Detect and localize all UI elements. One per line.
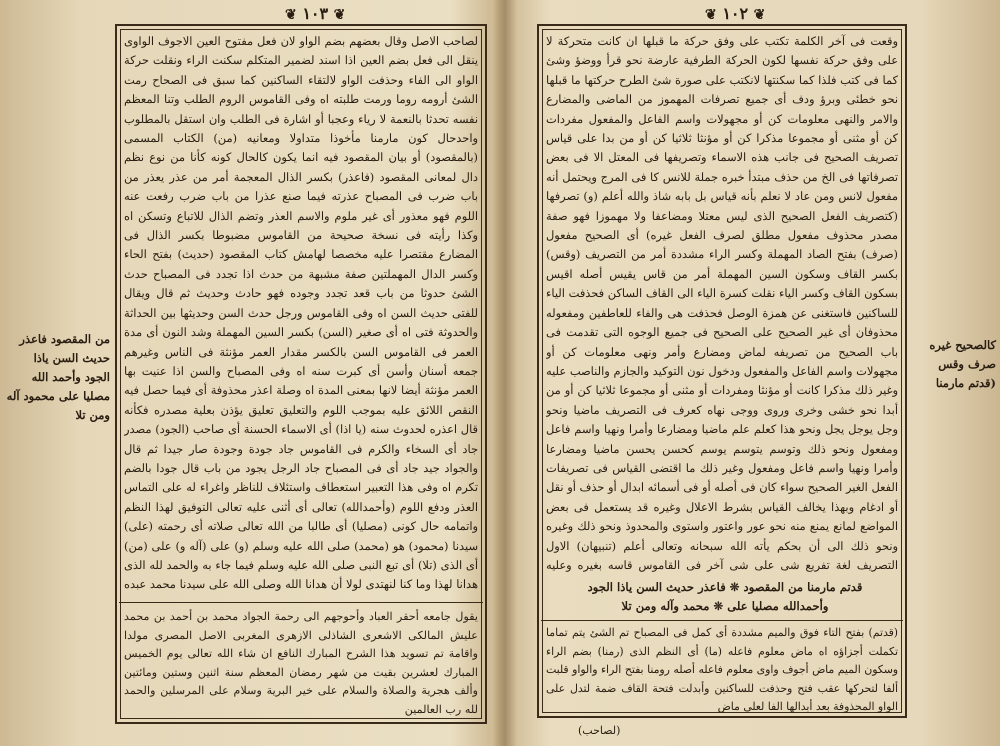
left-page-body — [124, 32, 478, 594]
right-page-body — [546, 32, 898, 572]
catchword-text: (لصاحب) — [578, 724, 621, 737]
left-page-number: ❦ ۱۰۳ ❦ — [285, 4, 346, 23]
verse-line-2: وأحمدالله مصليا على ❊ محمد وآله ومن تلا — [621, 599, 829, 613]
right-margin-note-text: كالصحيح غيره صرف وقس (قدتم مارمنا — [929, 338, 996, 390]
right-margin-note — [910, 336, 996, 393]
right-footnotes — [546, 624, 898, 714]
book-gutter — [493, 0, 517, 746]
left-body-text: لصاحب الاصل وقال بعضهم بضم الواو لان فعل مفتوح العين الاجوف الواوى ينقل الى فعل بضم العين اذا اسند لضمير المتكلم سكنت الراء ونقلت حركة الواو الى الفاء وحذفت الواو لالتقاء الساكنين كما سبق فى الصحاح رمت الشئ أرومه روما ورمت طلبته اه وفى القاموس الروم الطلب وتنا المعظم نفسه تحدثا بالنعمة لا رياء وعجبا أو اشارة فى الطلب وان استقل بالمطلوب واحدحال كون مارمنا مأخوذا متداولا ومعانيه (من) الكتاب المسمى (بالمقصود) أو بيان المقصود فيه انما يكون كالحال كونه كأنا من نوع نظم دال لمعانى المقصود (فاعذر) بكسر الذال المعجمة أمر من عذر يعذر من باب ضرب فى المصباح عذرته فيما صنع عذرا من باب ضرب رفعت عنه اللوم فهو معذور أى غير ملوم والاسم العذر وتضم الذال للاتباع وتسكن اه وكذا رأيته فى نسخة صحيحة من القاموس مضبوطا بكسر الذال فى المضارع مقتصرا عليه مخصصا لهامش كتاب المقصود (حديث) بفتح الحاء وكسر الدال المهملتين صفة مشبهة من حدث اذا تجدد فى المصباح حدث الشئ حدوثا من باب قعد تجدد وجوده فهو حادث وحديث ثم قال ويقال للفتى حديث السن اه وفى القاموس ورجل حدث السن وحديثها بين الحداثة والحدوثة فتى اه أى صغير (السن) بكسر السين المهملة وشد النون أى مدة العمر فى القاموس السن بالكسر مقدار العمر مؤنثة فى الناس وغيرهم جمعه أسنان وأسن أى كبرت سنه اه وفى المصباح والسن اذا عنيت بها العمر مؤنثة أيضا لانها بمعنى المدة اه وصلة اعذر محذوفة أى فيما حصل فيه النقص اللائق عليه بموجب اللوم والتعليق تعليق يؤذن بعلية مصدره فكأنه قال اعذره لحدوث سنه (يا اذا) أى الاسماء الحسنة أى صاحب (الجود) مصدر جاد أى السخاء والكرم فى القاموس جاد جودة وجودة صار جيدا ثم قال والجواد جيد جاد أى فى المصباح جاد الرجل يجود من باب قال جودا بالضم تكرم اه وفى هذا التعبير استعطاف واستئلاف للناظر واغراء له على التماس العذر ودفع اللوم (وأحمدالله) تعالى أى أثنى عليه تعالى التوفيق لهذا النظم واتمامه حال كونى (مصليا) أى طالبا من الله تعالى صلاته أى رحمته (على) سيدنا (محمود) هو (محمد) صلى الله عليه وسلم (و) على (آله و) على (من) أى الذى (تلا) أى تبع النبى صلى الله عليه وسلم فيما جاء به والحمد لله الذى هدانا لهذا وما كنا لنهتدى لولا أن هدانا الله وصلى الله على سيدنا محمد عبده — [124, 34, 478, 592]
colophon-text: يقول جامعه أحقر العباد وأحوجهم الى رحمة الجواد محمد بن أحمد بن محمد عليش المالكى الاشعرى الشاذلى الازهرى المغربى الاصل المصرى مولدا واقامة تم تسويد هذا الشرح المبارك النافع ان شاء الله تعالى يوم الخميس المبارك لعشرين بقيت من شهر رمضان المعظم سنة اثنين وستين ومائتين وألف هجرية والصلاة والسلام على خير البرية وسلام على المرسلين والحمد لله رب العالمين — [124, 610, 478, 716]
right-page-number: ❦ ۱۰۲ ❦ — [705, 4, 766, 23]
verse-block — [560, 578, 890, 616]
left-margin-note — [6, 330, 110, 425]
catchword — [578, 724, 620, 737]
right-separator — [541, 620, 903, 621]
verse-line-1: قدتم مارمنا من المقصود ❊ فاعذر حديث السن ياذا الجود — [587, 580, 863, 594]
right-body-text: وقعت فى آخر الكلمة تكتب على وفق حركة ما قبلها ان كانت متحركة لا على وفق حركة نفسها لكون الحركة الطرفية عارضة نحو قرأ ووضؤ وشئ كما فى كتب فلذا كما سكنتها لانكتب على صورة شئ الطرح حركتها ما قبلها نحو خطئى وبرؤ ودف أى جميع تصرفات المهموز من الماضى والمضارع والامر والنهى معلومات كن أو مجهولات واسم الفاعل والمفعول مفردات كن أو مثنى أو مجموعا مذكرا كن أو مؤنثا ثلاثيا كن أو من بدا على قياس تصريف الصحيح فى جانب هذه الاسماء وتصريفها فى المعتل الا فى بعض تصرفاتها فى الخ من حذف مبتدأ خبره جملة للانس كا فى المرج ويحتمل أنه مفعول لانس ومن عاد لا نعلم بأنه قياس بل بابه شاذ والله أعلم (و) تصرفها (كتصريف الفعل الصحيح الذى ليس معتلا ومضاعفا ولا مهموزا فهو صفة مصدر محذوف مفعول مطلق لصرف الفعل غيره) أى الصحيح مفعول (صرف) بفتح الصاد المهملة وكسر الراء مشددة أمر من التصريف (وقس) بكسر القاف وسكون السين المهملة أمر من قاس يقيس أصله اقيس بسكون القاف وكسر الياء نقلت كسرة الياء الى القاف الساكن فحذفت الياء للساكنين فاستغنى عن همزة الوصل فحذفت هى والفاء للعاطفين ومفعوله محذوفان أى غير الصحيح على الصحيح فى جميع الوجوه التى تقدمت فى باب الصحيح من تصريفه لماض ومضارع وأمر ونهى معلومات كن أو مجهولات واسم الفاعل والمفعول ودخول نون التوكيد والجازم والناصب عليه وغير ذلك مذكرا كانت أو مؤنثا ومفردات أو مثنى أو مجموعا ثلاثيا كن أو من أبدا نحو خشى وخرى وروى ووجى نهاه كعرف فى التصريف ماضيا ونحو وجل يوجل يجل ونحو هذا كعلم علم ماضيا ومضارعا وأمرا ونهيا واسم فاعل ومفعول ونحو ذلك وتوسم يتوسم يوسم كحسن يحسن ماضيا ومضارعا وأمرا ونهيا واسم فاعل ومفعول وغير ذلك ما اقتضى القياس فى تصريفات الفعل الغير الصحيح سواء كان فى أصله أو فى أسمائه ابدال أو حذف أو نقل أو ادغام وبهذا يخالف القياس بشرط الاعلال وغيره قد يستعمل فى بعض المواضع لمانع يمنع منه نحو عور واعتور واستوى والمحدوذ ونحو ذلك وغيره ونحو ذلك الى أن بحكم يأته الله سبحانه وتعالى أعلم (تنبيهان) الاول التصريف لغة تفريع شى على شى آخر فى القاموس قاسه بغيره وعليه — [546, 34, 898, 572]
left-margin-note-text: من المقصود فاعذر حديث السن ياذا الجود وأحمد الله مصليا على محمود آله ومن تلا — [6, 332, 110, 422]
colophon — [124, 608, 478, 718]
left-separator — [119, 602, 483, 603]
footnotes-text: (قدتم) بفتح التاء فوق والميم مشددة أى كمل فى المصباح تم الشئ يتم تماما تكملت أجزاؤه اه ماض معلوم فاعله (ما) أى النظم الذى (رمنا) بضم الراء وسكون الميم ماض أجوف واوى معلوم فاعله أصله رومنا بفتح الراء والواو قلبت ألفا لتحركها عقب فتح وحذفت للساكنين وأبدلت فتحة القاف ضمة لتدل على الواو المحذوفة بعد أبدالها الفا لعلى ماض — [546, 626, 898, 714]
